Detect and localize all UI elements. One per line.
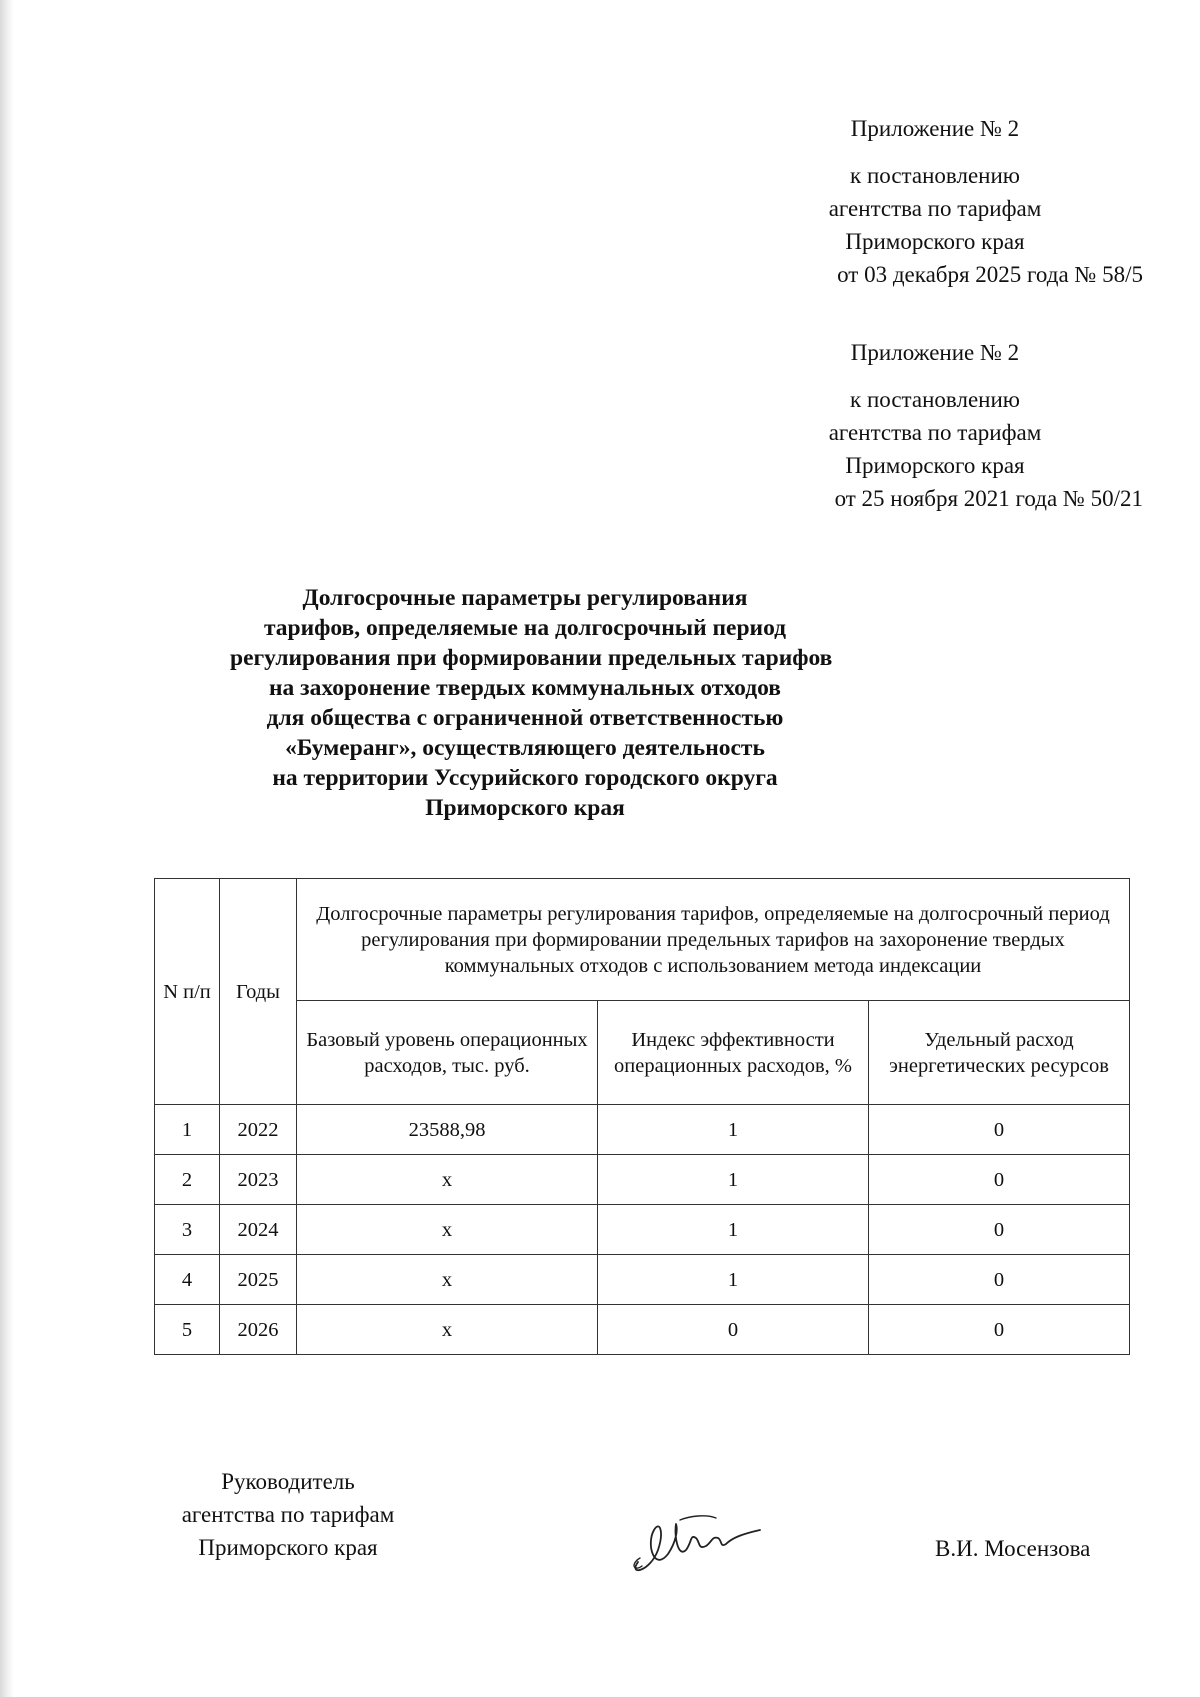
header-base-level: Базовый уровень операционных расходов, тыс. руб. [297, 1001, 598, 1105]
header-number: N п/п [155, 879, 220, 1105]
cell-number: 4 [155, 1255, 220, 1305]
cell-base-level: x [297, 1255, 598, 1305]
annex-line: к постановлению [850, 163, 1020, 188]
heading-line: Долгосрочные параметры регулирования [302, 585, 748, 611]
signer-name: В.И. Мосензова [935, 1536, 1091, 1561]
annex-line: агентства по тарифам [828, 420, 1042, 445]
cell-energy-consumption: 0 [869, 1105, 1130, 1155]
parameters-table [154, 878, 1130, 1355]
table-row [155, 1155, 1130, 1205]
cell-efficiency-index: 1 [598, 1205, 869, 1255]
cell-year: 2024 [220, 1205, 297, 1255]
heading-line: Приморского края [425, 795, 625, 821]
cell-efficiency-index: 1 [598, 1155, 869, 1205]
handwritten-signature [620, 1480, 770, 1590]
annex-current [735, 112, 1143, 291]
header-group: Долгосрочные параметры регулирования тарифов, определяемые на долгосрочный период регулирования при формировании предельных тарифов на захоронение твердых коммунальных отходов с использованием метода индексации [297, 879, 1130, 1001]
cell-year: 2025 [220, 1255, 297, 1305]
header-efficiency-index: Индекс эффективности операционных расходов, % [598, 1001, 869, 1105]
position-line: агентства по тарифам [181, 1502, 395, 1527]
heading-line: «Бумеранг», осуществляющего деятельность [285, 735, 765, 761]
annex-date-line: от 25 ноября 2021 года № 50/21 [834, 486, 1143, 511]
cell-efficiency-index: 1 [598, 1255, 869, 1305]
annex-title: Приложение № 2 [850, 116, 1020, 141]
annex-title: Приложение № 2 [850, 340, 1020, 365]
table-row [155, 1205, 1130, 1255]
cell-base-level: x [297, 1305, 598, 1355]
heading-line: регулирования при формировании предельных тарифов [230, 645, 833, 671]
heading-line: для общества с ограниченной ответственностью [266, 705, 784, 731]
heading-line: на территории Уссурийского городского округа [272, 765, 778, 791]
cell-number: 5 [155, 1305, 220, 1355]
scan-edge [0, 0, 14, 1697]
signatory-position [148, 1465, 428, 1564]
annex-original [735, 336, 1143, 515]
cell-energy-consumption: 0 [869, 1205, 1130, 1255]
annex-date-line: от 03 декабря 2025 года № 58/5 [837, 262, 1143, 287]
annex-line: Приморского края [845, 453, 1025, 478]
table-row [155, 1255, 1130, 1305]
position-line: Приморского края [198, 1535, 378, 1560]
heading-line: на захоронение твердых коммунальных отходов [269, 675, 781, 701]
annex-line: агентства по тарифам [828, 196, 1042, 221]
cell-efficiency-index: 0 [598, 1305, 869, 1355]
cell-energy-consumption: 0 [869, 1155, 1130, 1205]
cell-number: 2 [155, 1155, 220, 1205]
table-row [155, 1305, 1130, 1355]
position-line: Руководитель [221, 1469, 355, 1494]
cell-year: 2026 [220, 1305, 297, 1355]
cell-efficiency-index: 1 [598, 1105, 869, 1155]
cell-number: 3 [155, 1205, 220, 1255]
cell-base-level: x [297, 1155, 598, 1205]
cell-energy-consumption: 0 [869, 1305, 1130, 1355]
cell-year: 2022 [220, 1105, 297, 1155]
table-row [155, 1105, 1130, 1155]
annex-line: к постановлению [850, 387, 1020, 412]
header-energy-consumption: Удельный расход энергетических ресурсов [869, 1001, 1130, 1105]
cell-base-level: 23588,98 [297, 1105, 598, 1155]
cell-year: 2023 [220, 1155, 297, 1205]
cell-base-level: x [297, 1205, 598, 1255]
cell-energy-consumption: 0 [869, 1255, 1130, 1305]
heading-line: тарифов, определяемые на долгосрочный период [263, 615, 787, 641]
document-heading [230, 583, 833, 823]
header-year: Годы [220, 879, 297, 1105]
cell-number: 1 [155, 1105, 220, 1155]
annex-line: Приморского края [845, 229, 1025, 254]
